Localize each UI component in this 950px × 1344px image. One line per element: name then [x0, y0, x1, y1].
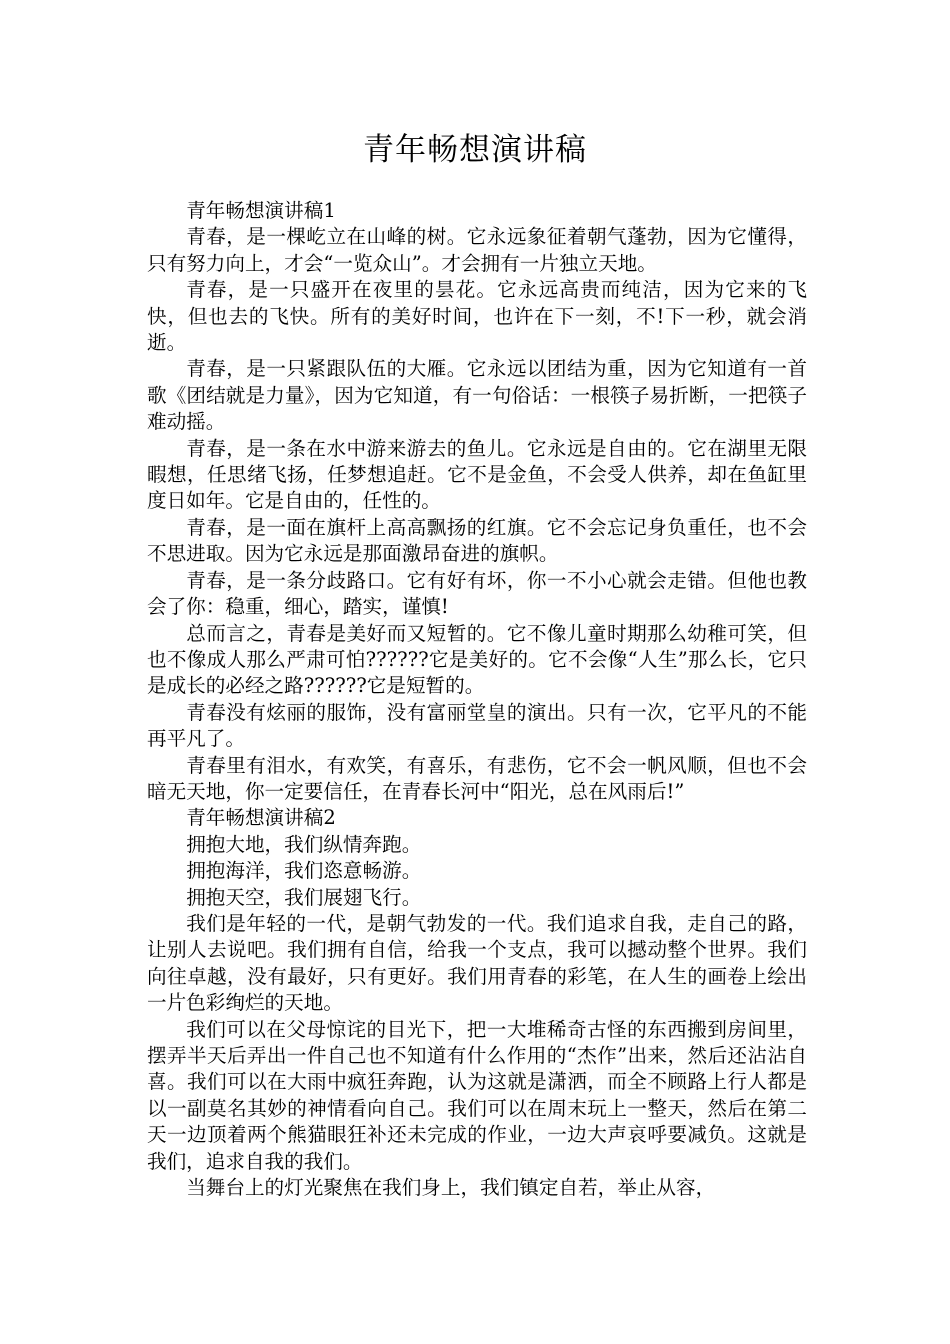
- paragraph: 青春，是一面在旗杆上高高飘扬的红旗。它不会忘记身负重任，也不会不思进取。因为它永远是那面激昂奋进的旗帜。: [147, 515, 807, 566]
- paragraph: 总而言之，青春是美好而又短暂的。它不像儿童时期那么幼稚可笑，但也不像成人那么严肃可怕??????它是美好的。它不会像“人生”那么长，它只是成长的必经之路??????它是短暂的。: [147, 621, 807, 698]
- paragraph: 青春，是一条分歧路口。它有好有坏，你一不小心就会走错。但他也教会了你：稳重，细心，踏实，谨慎!: [147, 568, 807, 619]
- paragraph: 青春，是一棵屹立在山峰的树。它永远象征着朝气蓬勃，因为它懂得，只有努力向上，才会“一览众山”。才会拥有一片独立天地。: [147, 225, 807, 275]
- paragraph: 青春，是一只紧跟队伍的大雁。它永远以团结为重，因为它知道有一首歌《团结就是力量》，因为它知道，有一句俗话：一根筷子易折断，一把筷子难动摇。: [147, 357, 807, 434]
- paragraph: 当舞台上的灯光聚焦在我们身上，我们镇定自若，举止从容，: [186, 1176, 716, 1200]
- paragraph: 青春没有炫丽的服饰，没有富丽堂皇的演出。只有一次，它平凡的不能再平凡了。: [147, 700, 807, 751]
- section-heading-1: 青年畅想演讲稿1: [186, 199, 336, 222]
- page-title: 青年畅想演讲稿: [363, 132, 587, 168]
- paragraph: 青春里有泪水，有欢笑，有喜乐，有悲伤，它不会一帆风顺，但也不会暗无天地，你一定要信任，在青春长河中“阳光，总在风雨后!”: [147, 753, 807, 803]
- paragraph: 青春，是一只盛开在夜里的昙花。它永远高贵而纯洁，因为它来的飞快，但也去的飞快。所有的美好时间，也许在下一刻，不!下一秒，就会消逝。: [147, 278, 807, 355]
- document-body: [147, 198, 807, 1201]
- paragraph: 青春，是一条在水中游来游去的鱼儿。它永远是自由的。它在湖里无限暇想，任思绪飞扬，任梦想追赶。它不是金鱼，不会受人供养，却在鱼缸里度日如年。它是自由的，任性的。: [147, 436, 807, 513]
- paragraph: 拥抱大地，我们纵情奔跑。: [186, 832, 422, 856]
- section-heading-2: 青年畅想演讲稿2: [186, 806, 336, 830]
- paragraph: 拥抱天空，我们展翅飞行。: [186, 885, 422, 909]
- paragraph: 我们可以在父母惊诧的目光下，把一大堆稀奇古怪的东西搬到房间里，摆弄半天后弄出一件自己也不知道有什么作用的“杰作”出来，然后还沾沾自喜。我们可以在大雨中疯狂奔跑，认为这就是潇洒，而全不顾路上行人都是以一副莫名其妙的神情看向自己。我们可以在周末玩上一整天，然后在第二天一边顶着两个熊猫眼狂补还未完成的作业，一边大声哀呼要减负。这就是我们，追求自我的我们。: [147, 1017, 807, 1173]
- paragraph: 我们是年轻的一代，是朝气勃发的一代。我们追求自我，走自己的路，让别人去说吧。我们拥有自信，给我一个支点，我可以撼动整个世界。我们向往卓越，没有最好，只有更好。我们用青春的彩笔，在人生的画卷上绘出一片色彩绚烂的天地。: [147, 911, 807, 1015]
- paragraph: 拥抱海洋，我们恣意畅游。: [186, 859, 422, 883]
